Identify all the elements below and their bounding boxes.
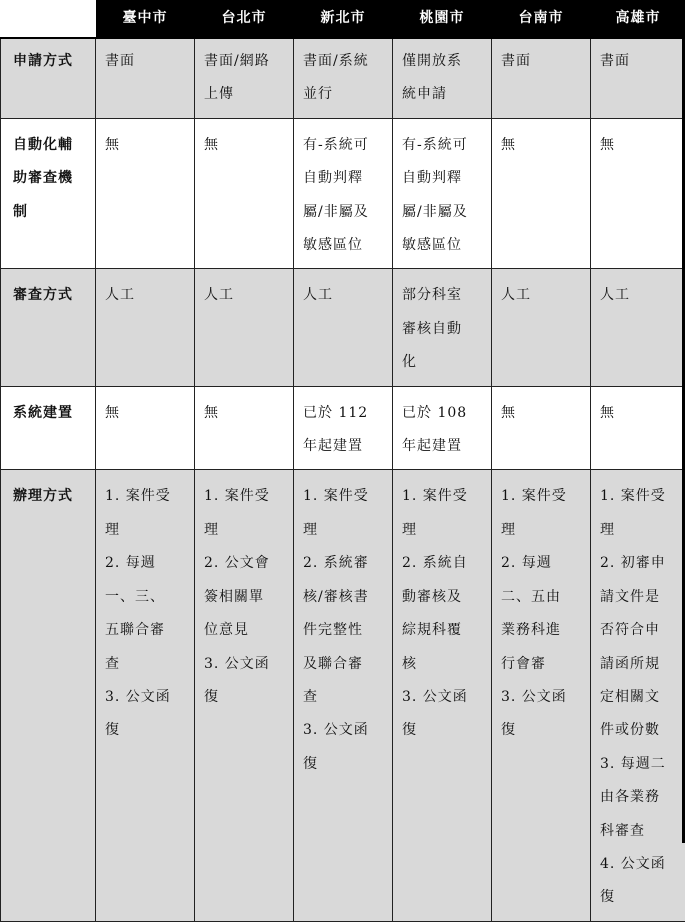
table-cell: 無: [195, 386, 294, 470]
table-cell: 部分科室 審核自動 化: [393, 269, 492, 386]
row-label: 自動化輔 助審查機 制: [1, 118, 96, 269]
table-cell: 無: [492, 386, 591, 470]
table-cell: 人工: [96, 269, 195, 386]
table-cell: 1. 案件受 理 2. 公文會 簽相關單 位意見 3. 公文函 復: [195, 470, 294, 921]
table-cell: 無: [96, 118, 195, 269]
table-cell: 人工: [591, 269, 685, 386]
table-cell: 人工: [195, 269, 294, 386]
table-cell: 已於 108 年起建置: [393, 386, 492, 470]
table-cell: 書面: [591, 38, 685, 118]
row-processing-procedure: [1, 470, 685, 921]
table-cell: 1. 案件受 理 2. 系統自 動審核及 綜規科覆 核 3. 公文函 復: [393, 470, 492, 921]
table-cell: 已於 112 年起建置: [294, 386, 393, 470]
table-cell: 無: [492, 118, 591, 269]
header-row: [1, 0, 685, 38]
row-label: 辦理方式: [1, 470, 96, 921]
table-cell: 1. 案件受 理 2. 每週 二、五由 業務科進 行會審 3. 公文函 復: [492, 470, 591, 921]
row-label: 審查方式: [1, 269, 96, 386]
header-city-new-taipei: 新北市: [294, 0, 393, 38]
table-cell: 有-系統可 自動判釋 屬/非屬及 敏感區位: [294, 118, 393, 269]
row-review-method: [1, 269, 685, 386]
header-city-taichung: 臺中市: [96, 0, 195, 38]
table-cell: 無: [591, 386, 685, 470]
row-automation-assist: [1, 118, 685, 269]
header-city-taoyuan: 桃園市: [393, 0, 492, 38]
header-city-kaohsiung: 高雄市: [591, 0, 685, 38]
row-label: 申請方式: [1, 38, 96, 118]
table-cell: 無: [195, 118, 294, 269]
row-label: 系統建置: [1, 386, 96, 470]
table-cell: 書面/系統 並行: [294, 38, 393, 118]
header-corner: [1, 0, 96, 38]
table-cell: 1. 案件受 理 2. 每週 一、三、 五聯合審 查 3. 公文函 復: [96, 470, 195, 921]
table-cell: 書面/網路 上傳: [195, 38, 294, 118]
table-cell: 人工: [492, 269, 591, 386]
table-cell: 人工: [294, 269, 393, 386]
header-city-tainan: 台南市: [492, 0, 591, 38]
header-city-taipei: 台北市: [195, 0, 294, 38]
table-cell: 僅開放系 統申請: [393, 38, 492, 118]
table-cell: 有-系統可 自動判釋 屬/非屬及 敏感區位: [393, 118, 492, 269]
table-cell: 無: [591, 118, 685, 269]
table-cell: 無: [96, 386, 195, 470]
table-cell: 1. 案件受 理 2. 系統審 核/審核書 件完整性 及聯合審 查 3. 公文函 復: [294, 470, 393, 921]
row-system-setup: [1, 386, 685, 470]
table-cell: 1. 案件受 理 2. 初審申 請文件是 否符合申 請函所規 定相關文 件或份數 3. 每週二 由各業務 科審查 4. 公文函 復: [591, 470, 685, 921]
table-cell: 書面: [492, 38, 591, 118]
table-cell: 書面: [96, 38, 195, 118]
row-application-method: [1, 38, 685, 118]
